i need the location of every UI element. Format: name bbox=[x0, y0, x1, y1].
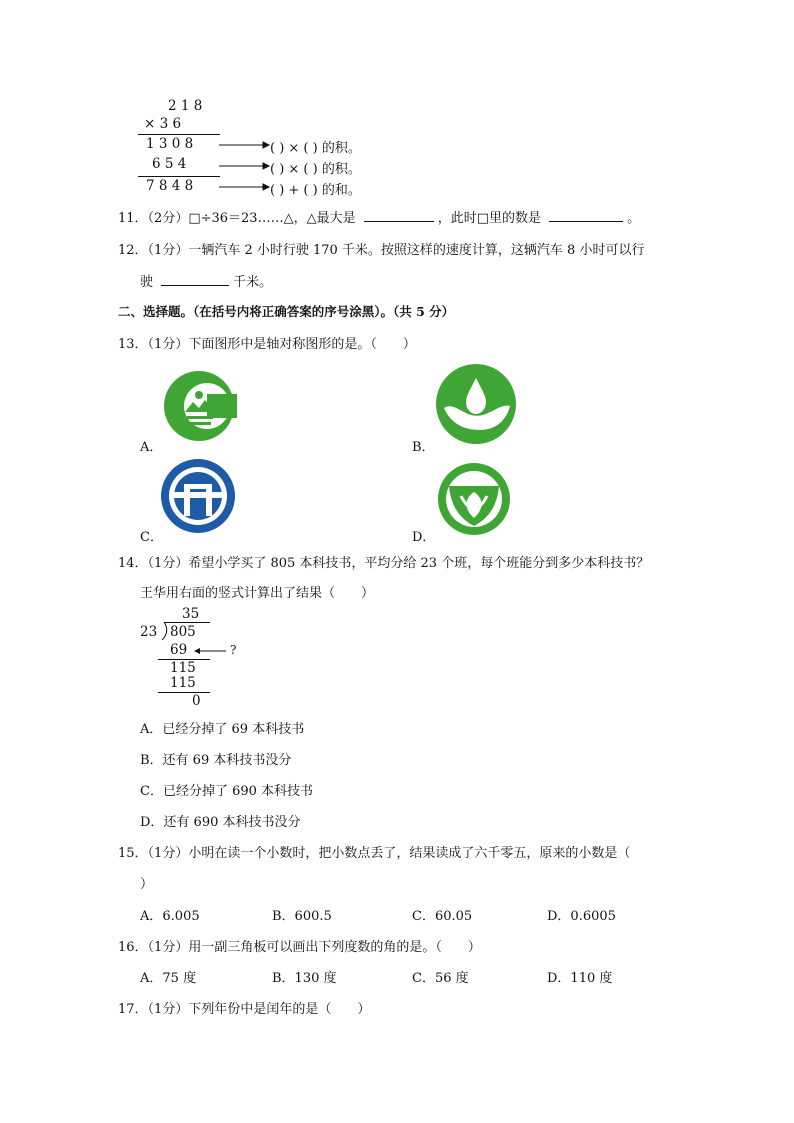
left-arrow-icon bbox=[194, 646, 228, 656]
q12-blank[interactable] bbox=[161, 273, 229, 286]
q16-stem: 16．（1分）用一副三角板可以画出下列度数的角的是。（ ） bbox=[118, 940, 481, 955]
q16-option-c[interactable]: C．56 度 bbox=[412, 971, 469, 986]
row3-label: ( ) + ( ) 的和。 bbox=[270, 183, 361, 198]
division-dividend: 805 bbox=[170, 624, 196, 640]
question-11 bbox=[118, 207, 640, 226]
division-arrow-label: ? bbox=[230, 643, 237, 657]
division-bracket-icon bbox=[160, 622, 170, 642]
q12-text-b: 千米。 bbox=[233, 275, 273, 290]
partial-product-2: 6 5 4 bbox=[152, 156, 187, 172]
logo-d-icon bbox=[437, 462, 511, 536]
q14-stem-line1: 14．（1分）希望小学买了 805 本科技书，平均分给 23 个班，每个班能分到多少本科技书？ bbox=[118, 556, 650, 571]
multiplier-row: × 3 6 bbox=[144, 116, 182, 132]
division-step-3: 115 bbox=[170, 675, 196, 691]
q16-option-b[interactable]: B．130 度 bbox=[272, 971, 337, 986]
q11-text-a: 11．（2分）□÷36＝23……△，△最大是 bbox=[118, 211, 356, 226]
q14-option-b[interactable]: B．还有 69 本科技书没分 bbox=[140, 753, 292, 768]
q11-blank-1[interactable] bbox=[364, 209, 434, 222]
q12-line1: 12．（1分）一辆汽车 2 小时行驶 170 千米。按照这样的速度计算，这辆汽车 8 小时可以行 bbox=[118, 243, 645, 258]
q13-option-b[interactable]: B． bbox=[412, 440, 435, 455]
q13-option-d[interactable]: D． bbox=[412, 530, 436, 545]
q15-stem-line2: ） bbox=[140, 877, 154, 892]
q14-option-d[interactable]: D．还有 690 本科技书没分 bbox=[140, 815, 301, 830]
logo-a-icon bbox=[163, 370, 235, 442]
q13-option-a[interactable]: A． bbox=[140, 440, 163, 455]
q12-text-a: 驶 bbox=[140, 275, 154, 290]
section-2-title: 二、选择题。（在括号内将正确答案的序号涂黑）。（共 5 分） bbox=[118, 304, 455, 319]
q16-option-d[interactable]: D．110 度 bbox=[547, 971, 613, 986]
multiplicand: 2 1 8 bbox=[168, 98, 203, 114]
q17-stem: 17．（1分）下列年份中是闰年的是（ ） bbox=[118, 1002, 371, 1017]
q15-option-d[interactable]: D．0.6005 bbox=[547, 909, 616, 924]
q14-option-a[interactable]: A．已经分掉了 69 本科技书 bbox=[140, 722, 305, 737]
division-quotient: 35 bbox=[182, 606, 200, 622]
q13-stem: 13．（1分）下面图形中是轴对称图形的是。（ ） bbox=[118, 337, 416, 352]
row2-label: ( ) × ( ) 的积。 bbox=[270, 162, 361, 177]
division-bar-line bbox=[164, 622, 210, 623]
logo-b-icon bbox=[436, 364, 516, 444]
logo-c-icon bbox=[160, 458, 236, 534]
division-step-1: 69 bbox=[170, 642, 188, 658]
division-divisor: 23 bbox=[140, 624, 158, 640]
division-line-2 bbox=[158, 692, 210, 693]
mult-divider-line bbox=[138, 134, 220, 135]
q11-text-b: ，此时□里的数是 bbox=[437, 211, 542, 226]
arrow-icons bbox=[215, 138, 275, 198]
q11-text-c: 。 bbox=[627, 211, 641, 226]
q14-stem-line2: 王华用右面的竖式计算出了结果（ ） bbox=[140, 586, 375, 601]
q15-option-b[interactable]: B．600.5 bbox=[272, 909, 332, 924]
q16-option-a[interactable]: A．75 度 bbox=[140, 971, 197, 986]
q12-line2 bbox=[140, 271, 272, 290]
row1-label: ( ) × ( ) 的积。 bbox=[270, 141, 361, 156]
q13-option-c[interactable]: C． bbox=[140, 530, 163, 545]
division-remainder: 0 bbox=[192, 693, 201, 709]
q15-option-c[interactable]: C．60.05 bbox=[412, 909, 473, 924]
q15-option-a[interactable]: A．6.005 bbox=[140, 909, 200, 924]
q11-blank-2[interactable] bbox=[549, 209, 623, 222]
partial-product-1: 1 3 0 8 bbox=[146, 136, 194, 152]
division-step-2: 115 bbox=[170, 660, 196, 676]
product: 7 8 4 8 bbox=[146, 178, 194, 194]
sum-divider-line bbox=[138, 176, 220, 177]
q14-option-c[interactable]: C．已经分掉了 690 本科技书 bbox=[140, 784, 314, 799]
q15-stem-line1: 15．（1分）小明在读一个小数时，把小数点丢了，结果读成了六千零五，原来的小数是（ bbox=[118, 846, 631, 861]
